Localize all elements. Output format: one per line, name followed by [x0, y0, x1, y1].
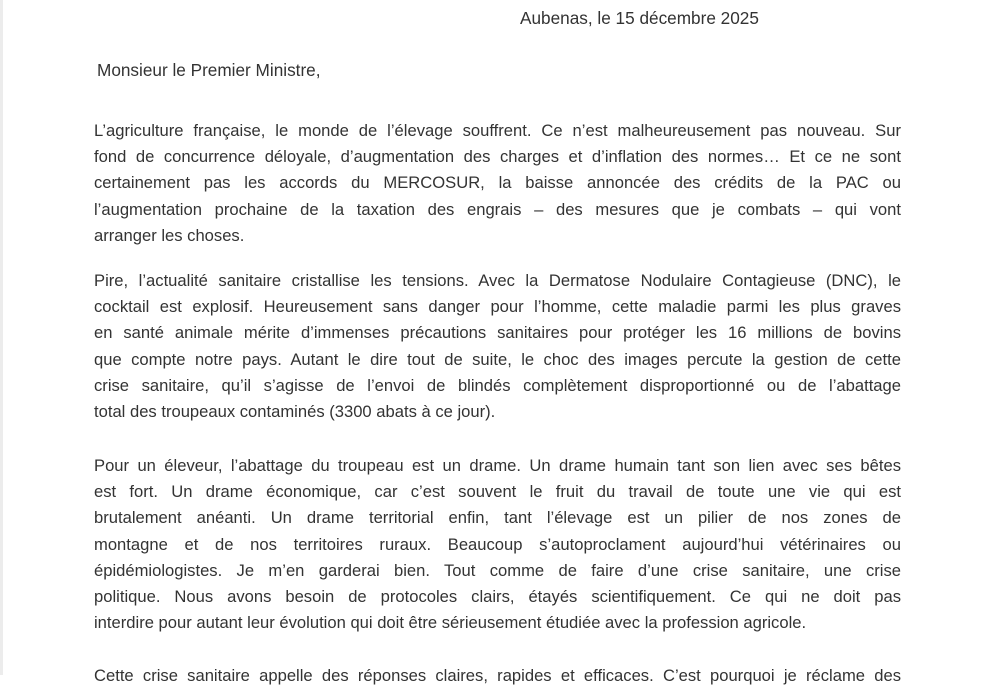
paragraph-line: Pire, l’actualité sanitaire cristallise les tensions. Avec la Dermatose Nodulaire Contagieuse (DNC), le — [94, 271, 901, 290]
page-edge — [0, 0, 3, 675]
paragraph-line: total des troupeaux contaminés (3300 abats à ce jour). — [94, 401, 496, 421]
paragraph-line: fond de concurrence déloyale, d’augmentation des charges et d’inflation des normes… Et ce ne sont — [94, 147, 901, 167]
paragraph-line: est fort. Un drame économique, car c’est souvent le fruit du travail de toute une vie qui est — [94, 482, 901, 502]
paragraph-line: interdire pour autant leur évolution qui doit être sérieusement étudiée avec la profession agricole. — [94, 613, 807, 633]
paragraph-line: en santé animale mérite d’immenses précautions sanitaires pour protéger les 16 millions de bovins — [94, 323, 901, 343]
paragraph-line: certainement pas les accords du MERCOSUR, la baisse annoncée des crédits de la PAC ou — [94, 173, 901, 193]
paragraph-line: Cette crise sanitaire appelle des réponses claires, rapides et efficaces. C’est pourquoi je réclame des — [94, 666, 901, 685]
paragraph-line: brutalement anéanti. Un drame territorial enfin, tant l’élevage est un pilier de nos zones de — [94, 508, 901, 528]
paragraph-line: crise sanitaire, qu’il s’agisse de l’envoi de blindés complètement disproportionné ou de l’abattage — [94, 375, 901, 395]
paragraph-line: arranger les choses. — [94, 225, 245, 245]
paragraph-line: L’agriculture française, le monde de l’élevage souffrent. Ce n’est malheureusement pas nouveau. Sur — [94, 121, 901, 140]
paragraph-line: l’augmentation prochaine de la taxation des engrais – des mesures que je combats – qui vont — [94, 199, 901, 219]
letter-salutation: Monsieur le Premier Ministre, — [97, 60, 321, 80]
paragraph-line: que compte notre pays. Autant le dire tout de suite, le choc des images percute la gestion de cette — [94, 349, 901, 369]
paragraph-line: montagne et de nos territoires ruraux. Beaucoup s’autoproclament aujourd’hui vétérinaires ou — [94, 534, 901, 554]
paragraph-line: politique. Nous avons besoin de protocoles clairs, étayés scientifiquement. Ce qui ne doit pas — [94, 586, 901, 606]
paragraph-2 — [94, 268, 901, 425]
paragraph-4 — [94, 663, 901, 689]
paragraph-line: épidémiologistes. Je m’en garderai bien. Tout comme de faire d’une crise sanitaire, une crise — [94, 560, 901, 580]
paragraph-1 — [94, 118, 901, 249]
letter-date: Aubenas, le 15 décembre 2025 — [520, 8, 759, 28]
letter-page — [94, 0, 901, 685]
paragraph-3 — [94, 453, 901, 636]
paragraph-line: cocktail est explosif. Heureusement sans danger pour l’homme, cette maladie parmi les plus graves — [94, 297, 901, 317]
paragraph-line: Pour un éleveur, l’abattage du troupeau est un drame. Un drame humain tant son lien avec ses bêtes — [94, 456, 901, 475]
